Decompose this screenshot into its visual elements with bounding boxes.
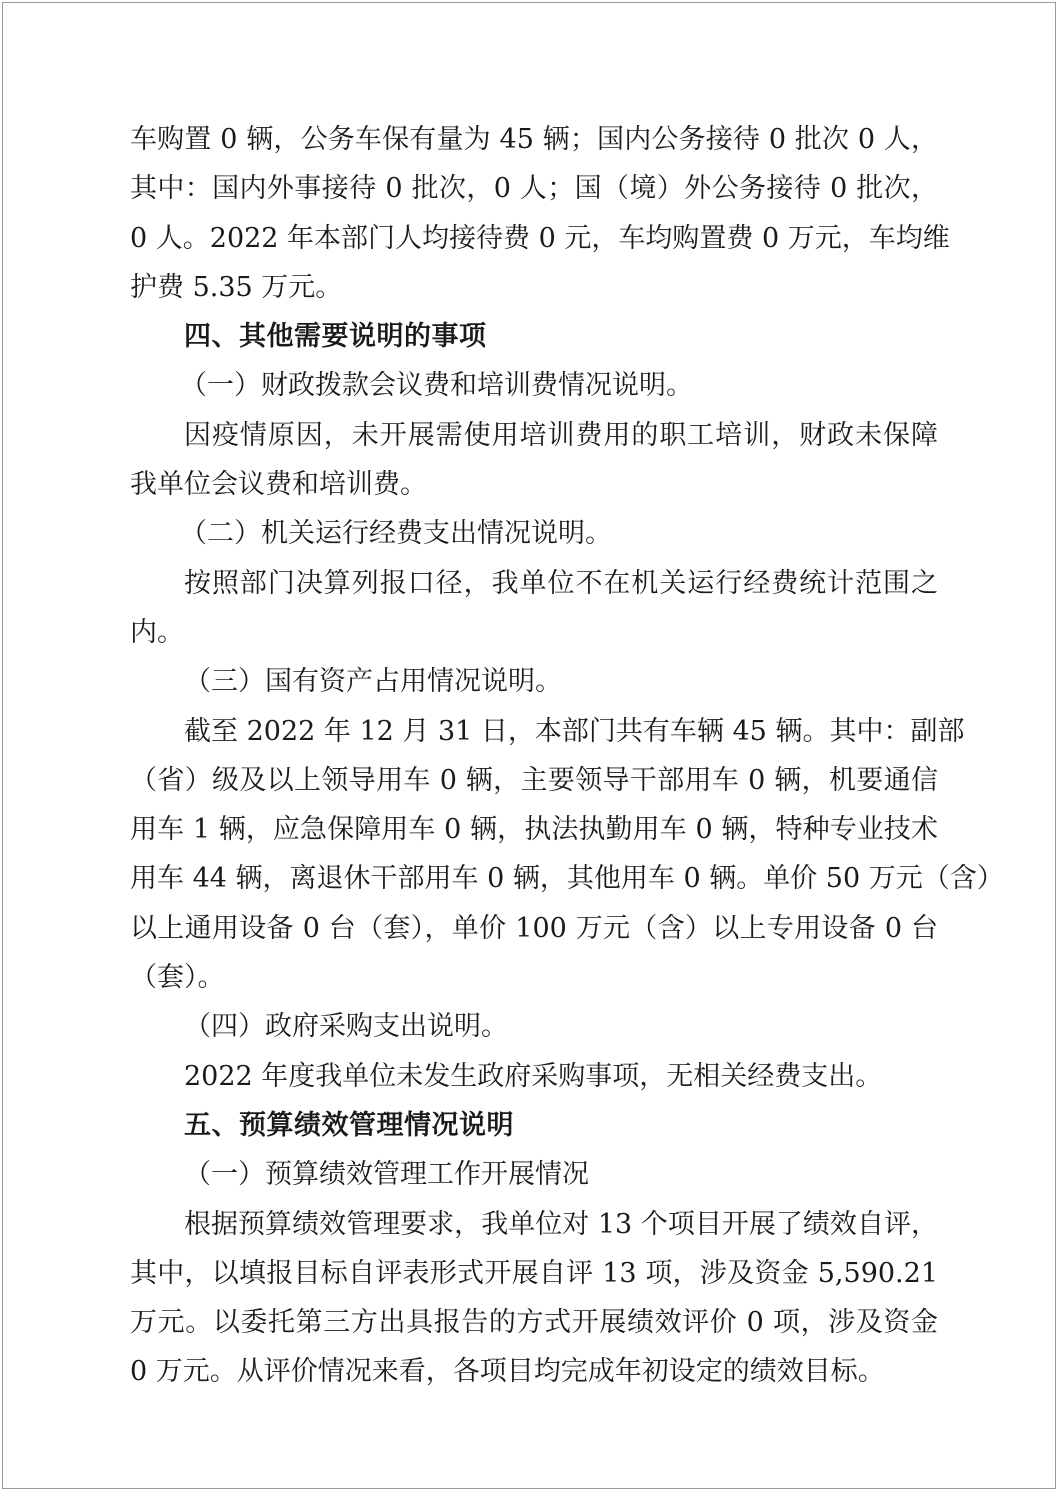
body-line: 护费 5.35 万元。	[130, 271, 343, 303]
body-line: 0 人。2022 年本部门人均接待费 0 元，车均购置费 0 万元，车均维	[130, 222, 950, 254]
subsection-heading: （一）预算绩效管理工作开展情况	[184, 1159, 589, 1191]
body-line: 用车 1 辆，应急保障用车 0 辆，执法执勤用车 0 辆，特种专业技术	[130, 814, 938, 846]
subsection-heading: （三）国有资产占用情况说明。	[184, 666, 562, 698]
section-heading: 四、其他需要说明的事项	[184, 321, 487, 353]
subsection-heading: （二）机关运行经费支出情况说明。	[180, 518, 612, 550]
body-line: 截至 2022 年 12 月 31 日，本部门共有车辆 45 辆。其中：副部	[184, 715, 965, 747]
body-line: 用车 44 辆，离退休干部用车 0 辆，其他用车 0 辆。单价 50 万元（含）	[130, 863, 1004, 895]
document-body	[130, 115, 1004, 1397]
body-line: 因疫情原因，未开展需使用培训费用的职工培训，财政未保障	[184, 419, 938, 451]
body-line: （套）。	[130, 962, 225, 994]
body-line: 我单位会议费和培训费。	[130, 469, 427, 501]
subsection-heading: （四）政府采购支出说明。	[184, 1011, 508, 1043]
body-line: 2022 年度我单位未发生政府采购事项，无相关经费支出。	[184, 1060, 883, 1092]
body-line: 内。	[130, 616, 184, 648]
body-line: 按照部门决算列报口径，我单位不在机关运行经费统计范围之	[184, 567, 938, 599]
document-page	[2, 2, 1056, 1489]
body-line: 根据预算绩效管理要求，我单位对 13 个项目开展了绩效自评，	[184, 1208, 938, 1240]
body-line: 车购置 0 辆，公务车保有量为 45 辆；国内公务接待 0 批次 0 人，	[130, 124, 938, 155]
body-line: 以上通用设备 0 台（套），单价 100 万元（含）以上专用设备 0 台	[130, 912, 938, 944]
body-line: （省）级及以上领导用车 0 辆，主要领导干部用车 0 辆，机要通信	[130, 764, 938, 796]
body-line: 其中，以填报目标自评表形式开展自评 13 项，涉及资金 5,590.21	[130, 1257, 938, 1289]
subsection-heading: （一）财政拨款会议费和培训费情况说明。	[180, 370, 693, 402]
section-heading: 五、预算绩效管理情况说明	[184, 1109, 514, 1141]
body-line: 0 万元。从评价情况来看，各项目均完成年初设定的绩效目标。	[130, 1356, 885, 1388]
body-line: 其中：国内外事接待 0 批次，0 人；国（境）外公务接待 0 批次，	[130, 173, 938, 205]
body-line: 万元。以委托第三方出具报告的方式开展绩效评价 0 项，涉及资金	[130, 1307, 938, 1339]
